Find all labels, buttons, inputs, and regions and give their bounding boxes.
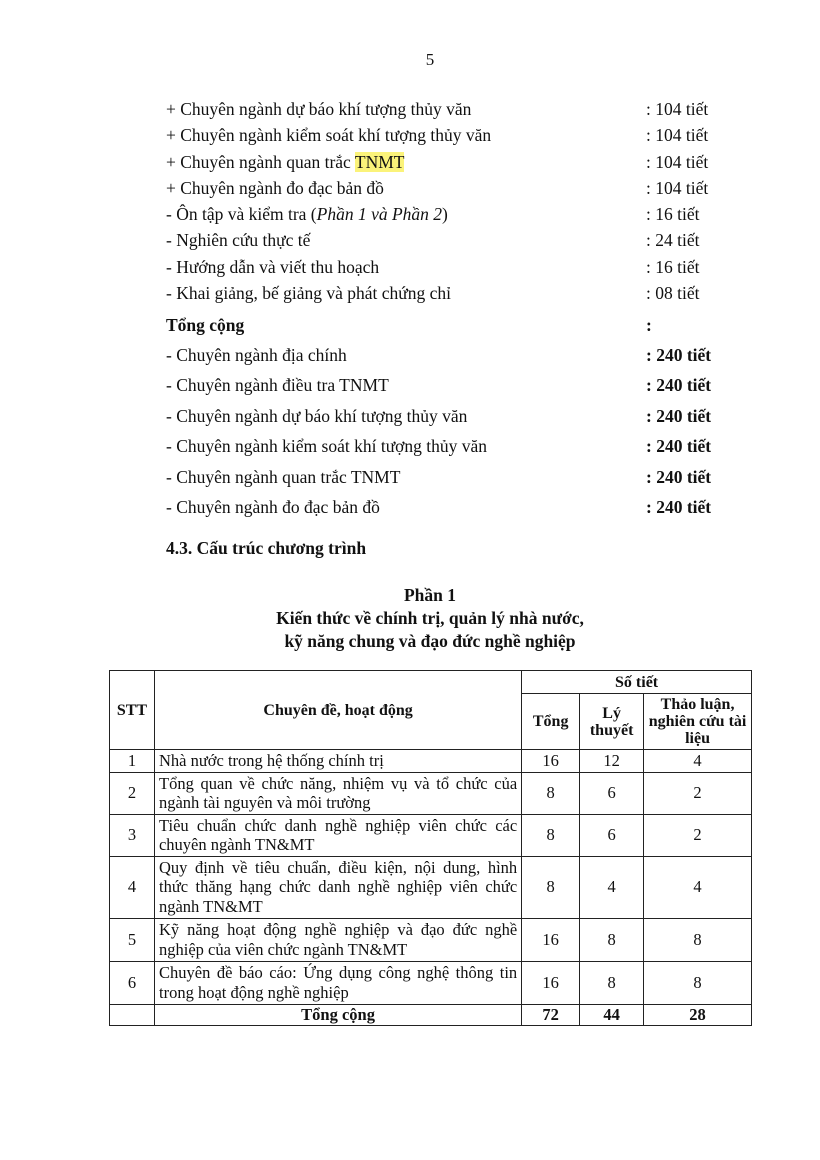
totals-item-value: : 240 tiết	[646, 466, 712, 487]
cell-stt: 2	[110, 772, 155, 814]
totals-item-label: - Chuyên ngành điều tra TNMT	[166, 375, 389, 396]
hours-item	[166, 201, 746, 227]
hours-item	[166, 96, 746, 122]
cell-discussion: 2	[644, 814, 752, 856]
hours-item-label: - Nghiên cứu thực tế	[166, 230, 311, 251]
totals-item-label: - Chuyên ngành địa chính	[166, 345, 347, 366]
header-activity: Chuyên đề, hoạt động	[154, 671, 521, 750]
header-total: Tổng	[522, 694, 580, 750]
label-text: + Chuyên ngành quan trắc	[166, 151, 355, 172]
cell-stt: 3	[110, 814, 155, 856]
hours-item-value: : 24 tiết	[646, 230, 700, 251]
totals-item-label: - Chuyên ngành đo đạc bản đồ	[166, 497, 380, 518]
cell-total: 8	[522, 772, 580, 814]
cell-theory: 8	[580, 961, 644, 1004]
totals-item	[166, 462, 746, 492]
page-number: 5	[425, 50, 435, 69]
hours-item	[166, 254, 746, 280]
totals-item-value: : 240 tiết	[646, 497, 712, 518]
cell-activity: Kỹ năng hoạt động nghề nghiệp và đạo đức nghề nghiệp của viên chức ngành TN&MT	[154, 918, 521, 961]
totals-list	[166, 310, 746, 523]
cell-theory: 6	[580, 772, 644, 814]
totals-heading-label: Tổng cộng	[166, 314, 245, 335]
total-discussion: 28	[644, 1004, 752, 1025]
hours-item-label: + Chuyên ngành đo đạc bản đồ	[166, 177, 384, 198]
cell-theory: 8	[580, 918, 644, 961]
hours-item-label: - Hướng dẫn và viết thu hoạch	[166, 256, 380, 277]
hours-item-value: : 16 tiết	[646, 256, 700, 277]
hours-item	[166, 122, 746, 148]
cell-stt: 1	[110, 750, 155, 773]
totals-heading	[166, 310, 746, 340]
cell-discussion: 4	[644, 750, 752, 773]
cell-activity: Tổng quan về chức năng, nhiệm vụ và tổ chức của ngành tài nguyên và môi trường	[154, 772, 521, 814]
hours-item	[166, 149, 746, 175]
cell-activity: Tiêu chuẩn chức danh nghề nghiệp viên chức các chuyên ngành TN&MT	[154, 814, 521, 856]
cell-discussion: 2	[644, 772, 752, 814]
hours-item-value: : 104 tiết	[646, 177, 709, 198]
curriculum-table	[109, 670, 752, 1026]
totals-item	[166, 401, 746, 431]
totals-item-label: - Chuyên ngành dự báo khí tượng thủy văn	[166, 405, 468, 426]
table-row	[110, 961, 752, 1004]
totals-item-label: - Chuyên ngành quan trắc TNMT	[166, 466, 401, 487]
total-total: 72	[522, 1004, 580, 1025]
part-title: Phần 1	[403, 585, 457, 605]
cell-stt: 5	[110, 918, 155, 961]
cell-theory: 6	[580, 814, 644, 856]
cell-stt: 6	[110, 961, 155, 1004]
cell-theory: 12	[580, 750, 644, 773]
header-hours: Số tiết	[522, 671, 752, 694]
table-row	[110, 918, 752, 961]
totals-item	[166, 432, 746, 462]
cell-discussion: 8	[644, 918, 752, 961]
part-subtitle-line1: Kiến thức về chính trị, quản lý nhà nước,	[276, 608, 584, 628]
totals-item-value: : 240 tiết	[646, 345, 712, 366]
totals-item	[166, 340, 746, 370]
cell-total: 16	[522, 918, 580, 961]
cell-total: 8	[522, 814, 580, 856]
cell-total: 16	[522, 750, 580, 773]
hours-item-value: : 104 tiết	[646, 151, 709, 172]
hours-item	[166, 175, 746, 201]
cell-activity: Chuyên đề báo cáo: Ứng dụng công nghệ thông tin trong hoạt động nghề nghiệp	[154, 961, 521, 1004]
totals-heading-colon: :	[646, 314, 652, 335]
header-discussion: Thảo luận, nghiên cứu tài liệu	[644, 694, 752, 750]
table-total-row	[110, 1004, 752, 1025]
totals-item-value: : 240 tiết	[646, 405, 712, 426]
cell-theory: 4	[580, 856, 644, 918]
table-row	[110, 750, 752, 773]
hours-item-value: : 16 tiết	[646, 204, 700, 225]
table-row	[110, 772, 752, 814]
hours-item-label	[166, 201, 448, 227]
table-header-row	[110, 671, 752, 694]
hours-item-label	[166, 149, 404, 175]
part-heading	[0, 584, 820, 653]
totals-item-label: - Chuyên ngành kiểm soát khí tượng thủy văn	[166, 436, 488, 457]
cell-activity: Quy định về tiêu chuẩn, điều kiện, nội dung, hình thức thăng hạng chức danh nghề nghiệp viên chức ngành TN&MT	[154, 856, 521, 918]
hours-item	[166, 280, 746, 306]
label-text: - Ôn tập và kiểm tra (	[166, 204, 317, 225]
section-title: 4.3. Cấu trúc chương trình	[166, 538, 367, 558]
highlighted-text: TNMT	[354, 151, 405, 172]
hours-item-label: + Chuyên ngành dự báo khí tượng thủy văn	[166, 99, 472, 119]
header-theory: Lý thuyết	[580, 694, 644, 750]
hours-item-label: + Chuyên ngành kiểm soát khí tượng thủy văn	[166, 125, 492, 146]
hours-list	[166, 96, 746, 306]
italic-text: Phần 1 và Phần 2	[316, 204, 443, 225]
table-row	[110, 814, 752, 856]
cell-total: 8	[522, 856, 580, 918]
cell-activity: Nhà nước trong hệ thống chính trị	[154, 750, 521, 773]
hours-item-value: : 08 tiết	[646, 283, 700, 304]
cell-discussion: 8	[644, 961, 752, 1004]
header-stt: STT	[110, 671, 155, 750]
hours-item-label: - Khai giảng, bế giảng và phát chứng chỉ	[166, 283, 452, 304]
totals-item-value: : 240 tiết	[646, 375, 712, 396]
totals-item-value: : 240 tiết	[646, 436, 712, 457]
totals-item	[166, 492, 746, 522]
cell-stt: 4	[110, 856, 155, 918]
cell-total: 16	[522, 961, 580, 1004]
hours-item-value: : 104 tiết	[646, 125, 709, 146]
label-text: )	[442, 204, 448, 225]
total-label: Tổng cộng	[154, 1004, 521, 1025]
cell-discussion: 4	[644, 856, 752, 918]
table-row	[110, 856, 752, 918]
part-subtitle-line2: kỹ năng chung và đạo đức nghề nghiệp	[284, 631, 576, 651]
totals-item	[166, 371, 746, 401]
total-theory: 44	[580, 1004, 644, 1025]
hours-item	[166, 227, 746, 253]
cell-blank	[110, 1004, 155, 1025]
hours-item-value: : 104 tiết	[646, 99, 709, 119]
